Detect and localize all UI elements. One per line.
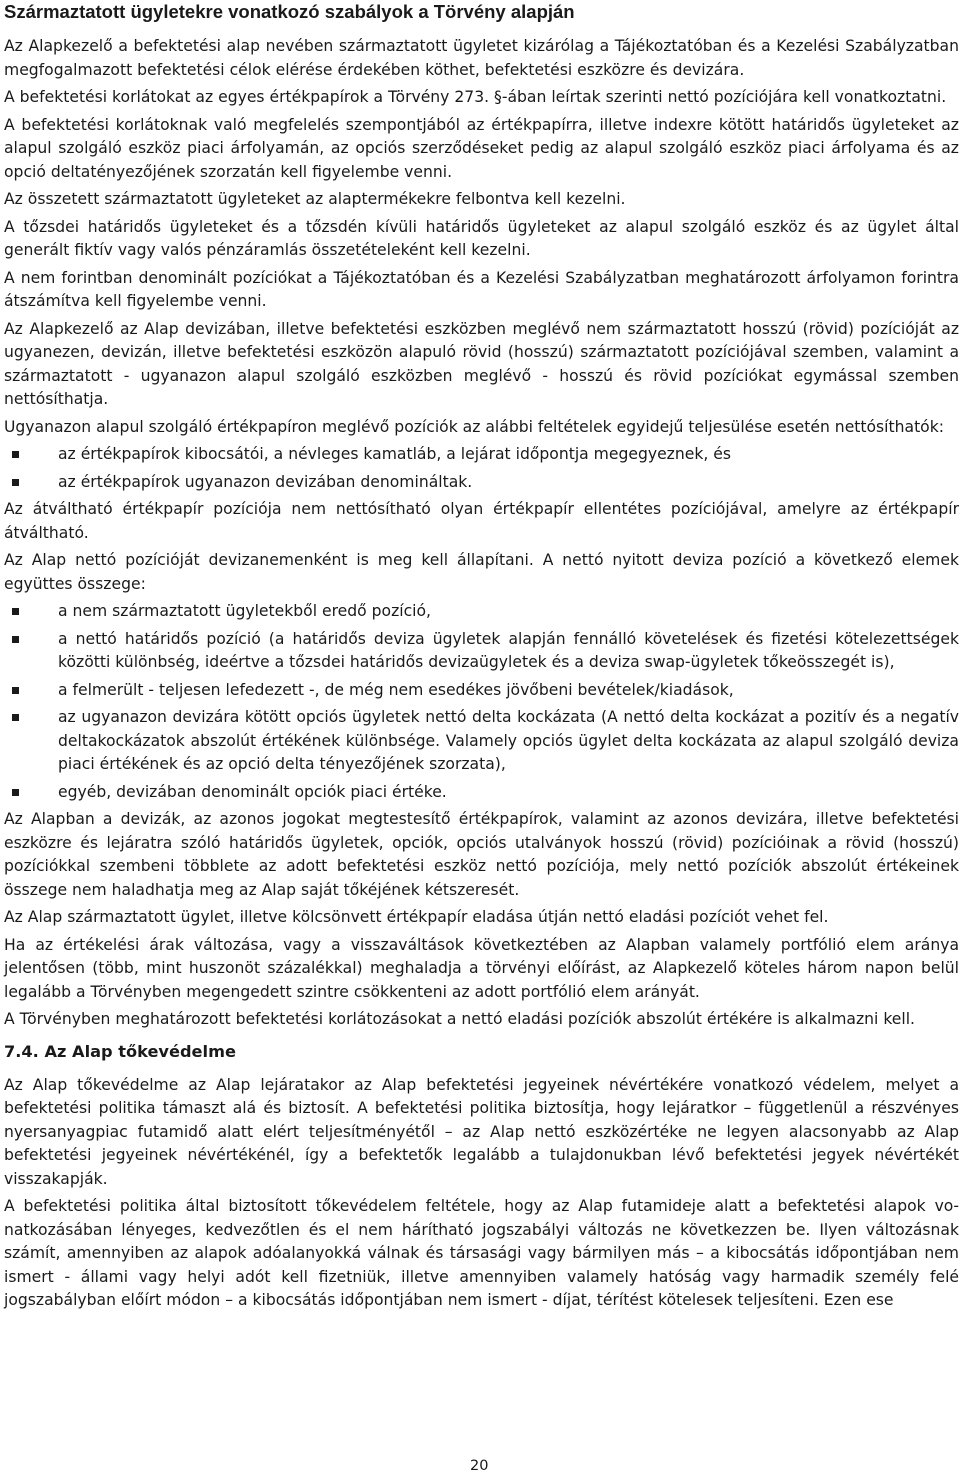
- subsection-heading: 7.4. Az Alap tőkevédelme: [4, 1041, 236, 1061]
- paragraph: Ha az értékelési árak változása, vagy a visszaváltások következtében az Alapban valamely portfólió elem aránya jelentősen (több, mint huszonöt százalékkal) meghaladja a törvényi előírást, az Alapkezelő köteles három napon belül legalább a Törvényben megengedett szintre csökkenteni az adott portfólió elem arányát.: [4, 935, 959, 1001]
- list-item: [4, 600, 959, 624]
- square-bullet-icon: [12, 636, 19, 643]
- list-item: [4, 781, 959, 805]
- paragraph: Az Alapkezelő a befektetési alap nevében származtatott ügyletet kizárólag a Tájékoztatóban és a Kezelési Szabályzatban megfogalmazott befektetési célok elérése érdekében köthet, befektetési eszközre és devizára.: [4, 37, 959, 79]
- paragraph: A nem forintban denominált pozíciókat a Tájékoztatóban és a Kezelési Szabályzatban meghatározott árfolyamon forintra átszámítva kell figyelembe venni.: [4, 268, 959, 310]
- square-bullet-icon: [12, 451, 19, 458]
- list-item: [4, 679, 959, 703]
- bullet-list: [4, 600, 959, 804]
- paragraph: Az Alapban a devizák, az azonos jogokat megtestesítő értékpapírok, valamint az azonos devizára, illetve befektetési eszközre és lejáratra szóló határidős ügyletek, opciók, opciós utalványok hosszú (rövid) pozícióinak a rövid (hosszú) pozíciókkal szembeni többlete az adott befektetési eszköz nettó pozíciója, mely nettó pozíciók abszolút értékeinek összege nem haladhatja meg az Alap saját tőkéjének kétszeresét.: [4, 810, 959, 899]
- list-item: [4, 443, 959, 467]
- list-item-text: az ugyanazon devizára kötött opciós ügyletek nettó delta kockázata (A nettó delta kockázat a pozitív és a negatív deltakockázatok abszolút értékének különbsége. Valamely opciós ügylet delta kockázata az alapul szolgáló deviza piaci értékének és az opció delta tényezőjének szorzata),: [58, 708, 959, 773]
- paragraph: A befektetési korlátokat az egyes értékpapírok a Törvény 273. §-ában leírtak szerinti nettó pozíciójára kell vonatkoztatni.: [4, 88, 947, 106]
- list-item-text: a nem származtatott ügyletekből eredő pozíció,: [58, 602, 431, 620]
- section-title: Származtatott ügyletekre vonatkozó szabályok a Törvény alapján: [4, 1, 575, 22]
- list-item: [4, 706, 959, 777]
- list-item: [4, 628, 959, 675]
- paragraph: Az Alap tőkevédelme az Alap lejáratakor az Alap befektetési jegyeinek névértékére vonatkozó védelem, melyet a befektetési politika támaszt alá és biztosít. A befektetési politika biztosítja, hogy lejáratkor – függetlenül a részvényes nyersanyagpiac futamidő alatt elért teljesítményétől – az Alap nettó eszközértéke ne legyen alacsonyabb az Alap befektetési jegyeinek névértékénél, így a befektetők legalább a tulajdonukban lévő befektetési jegyek névértékét visszakapják.: [4, 1075, 959, 1188]
- bullet-list: [4, 443, 959, 494]
- list-item-text: az értékpapírok kibocsátói, a névleges kamatláb, a lejárat időpontja megegyeznek, és: [58, 445, 732, 463]
- square-bullet-icon: [12, 608, 19, 615]
- list-item: [4, 471, 959, 495]
- square-bullet-icon: [12, 479, 19, 486]
- paragraph: A befektetési korlátoknak való megfelelés szempontjából az értékpapírra, illetve indexre kötött határidős ügyleteket az alapul szolgáló eszköz piaci árfolyamán, az opciós szerződéseket pedig az alapul szolgáló eszköz piaci árfolyama és az opció deltatényezőjének szorzatán kell figyelembe venni.: [4, 115, 959, 181]
- square-bullet-icon: [12, 687, 19, 694]
- paragraph: Ugyanazon alapul szolgáló értékpapíron meglévő pozíciók az alábbi feltételek egyidejű teljesülése esetén nettósíthatók:: [4, 417, 945, 436]
- paragraph: A befektetési politika által biztosított tőkevédelem feltétele, hogy az Alap futamideje alatt a befektetési alapok vonatkozásában lényeges, kedvezőtlen és el nem hárítható jogszabályi változás ne következzen be. Ilyen változásnak számít, amennyiben az alapok adóalanyokká válnak és társasági vagy bármilyen más – a kibocsátás időpontjában nem ismert - állami vagy helyi adót kell fizetniük, illetve amennyiben valamely hatóság vagy harmadik személy felé jogszabályban előírt módon – a kibocsátás időpontjában nem ismert - díjat, térítést kötelesek teljesíteni. Ezen ese: [4, 1197, 959, 1309]
- paragraph: Az Alapkezelő az Alap devizában, illetve befektetési eszközben meglévő nem származtatott hosszú (rövid) pozícióját az ugyanezen, devizán, illetve befektetési eszközön alapuló rövid (hosszú) származtatott pozíciójával szemben, valamint a származtatott - ugyanazon alapul szolgáló eszközben meglévő - hosszú és rövid pozíciókat egymással szemben nettósíthatja.: [4, 319, 959, 408]
- document-body: [4, 35, 959, 1317]
- square-bullet-icon: [12, 789, 19, 796]
- paragraph: A tőzsdei határidős ügyleteket és a tőzsdén kívüli határidős ügyleteket az alapul szolgáló eszköz és az ügylet által generált fiktív vagy valós pénzáramlás összetételeként kell kezelni.: [4, 217, 959, 259]
- paragraph: Az Alap nettó pozícióját devizanemenként is meg kell állapítani. A nettó nyitott deviza pozíció a következő elemek együttes összege:: [4, 551, 959, 593]
- list-item-text: a felmerült - teljesen lefedezett -, de még nem esedékes jövőbeni bevételek/kiadások,: [58, 680, 734, 699]
- list-item-text: a nettó határidős pozíció (a határidős deviza ügyletek alapján fennálló követelések és fizetési kötelezettségek közötti különbség, ideértve a tőzsdei határidős devizaügyletek és a deviza swap-ügyletek tőkeösszegét is),: [58, 629, 959, 671]
- paragraph: Az Alap származtatott ügylet, illetve kölcsönvett értékpapír eladása útján nettó eladási pozíciót vehet fel.: [4, 908, 829, 926]
- list-item-text: egyéb, devizában denominált opciók piaci értéke.: [58, 782, 447, 801]
- paragraph: A Törvényben meghatározott befektetési korlátozásokat a nettó eladási pozíciók abszolút értékére is alkalmazni kell.: [4, 1010, 916, 1028]
- paragraph: Az átváltható értékpapír pozíciója nem nettósítható olyan értékpapír ellentétes pozíciójával, amelyre az értékpapír átváltható.: [4, 500, 959, 542]
- square-bullet-icon: [12, 714, 19, 721]
- list-item-text: az értékpapírok ugyanazon devizában denomináltak.: [58, 472, 473, 491]
- page-number: 20: [470, 1458, 489, 1474]
- paragraph: Az összetett származtatott ügyleteket az alaptermékekre felbontva kell kezelni.: [4, 190, 626, 208]
